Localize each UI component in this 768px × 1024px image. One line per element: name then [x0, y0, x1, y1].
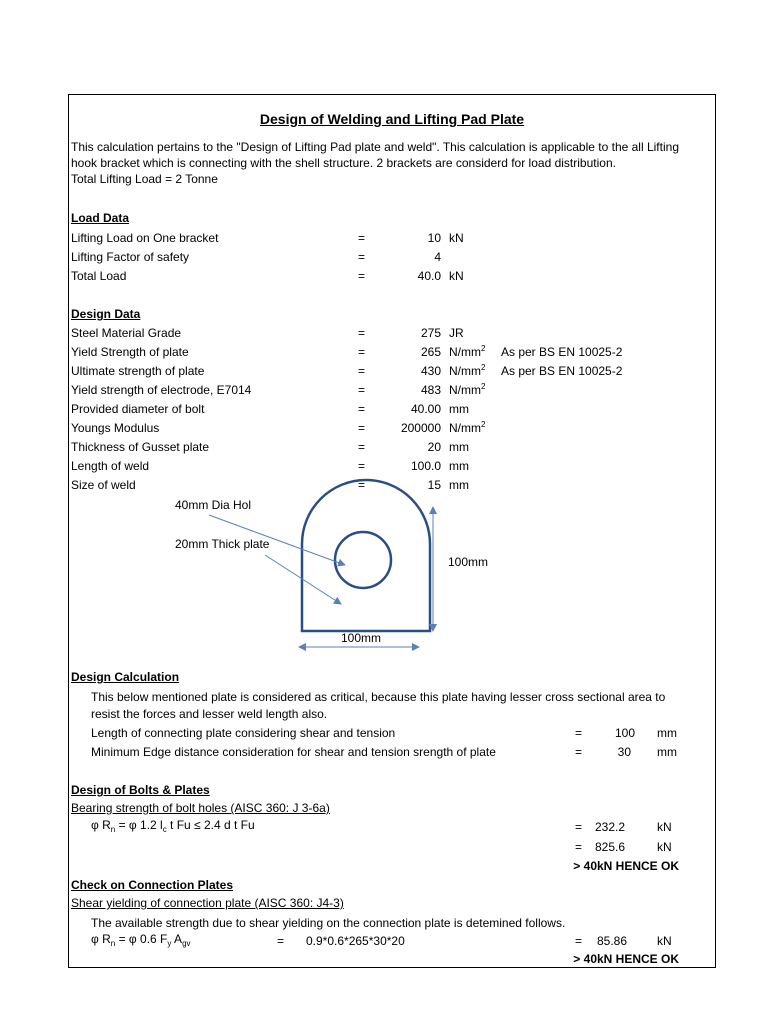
equals-sign: = — [358, 383, 366, 397]
equals-sign: = — [358, 440, 366, 454]
bearing-value-2: 825.6 — [594, 840, 625, 854]
bearing-unit-2: kN — [657, 840, 672, 854]
design-row-value: 200000 — [400, 421, 441, 435]
shear-yielding-unit: kN — [657, 934, 672, 948]
design-row-unit: $N/mm^2$ — [449, 363, 486, 378]
design-row-label: Youngs Modulus — [71, 421, 160, 435]
equals-sign: = — [358, 459, 366, 473]
design-row-value: 483 — [420, 383, 441, 397]
bolts-heading: Design of Bolts & Plates — [71, 783, 210, 797]
design-row-unit: $N/mm^2$ — [449, 382, 486, 397]
design-row-label: Thickness of Gusset plate — [71, 440, 210, 454]
design-row-label: Yield strength of electrode, E7014 — [71, 383, 252, 397]
design-row-label: Provided diameter of bolt — [71, 402, 205, 416]
equals-sign: = — [575, 726, 583, 740]
design-row-label: Size of weld — [71, 478, 136, 492]
design-row-unit: $N/mm^2$ — [449, 420, 486, 435]
equals-sign: = — [277, 934, 285, 948]
design-row-note: As per BS EN 10025-2 — [501, 345, 623, 359]
design-row-value: 265 — [420, 345, 441, 359]
design-row-value: 100.0 — [410, 459, 441, 473]
equals-sign: = — [575, 820, 583, 834]
bolt-hole — [335, 532, 391, 588]
bearing-strength-formula: φ $R_n = \varphi$ 1.2 $l_c$ t Fu ≤ 2.4 d t Fu — [91, 818, 255, 834]
design-row-unit: mm — [449, 478, 469, 492]
design-row-label: Steel Material Grade — [71, 326, 182, 340]
intro-line-3: Total Lifting Load = 2 Tonne — [71, 172, 218, 186]
design-row-value: 40.00 — [410, 402, 441, 416]
connection-heading: Check on Connection Plates — [71, 878, 234, 892]
design-row-label: Ultimate strength of plate — [71, 364, 205, 378]
equals-sign: = — [358, 269, 366, 283]
height-dimension-label: 100mm — [448, 555, 489, 569]
equals-sign: = — [358, 250, 366, 264]
design-calc-heading: Design Calculation — [71, 670, 180, 684]
lifting-pad-diagram — [69, 95, 715, 967]
design-row-unit: JR — [449, 326, 464, 340]
design-row-value: 15 — [427, 478, 441, 492]
bearing-strength-subheading: Bearing strength of bolt holes (AISC 360: J 3-6a) — [71, 801, 330, 815]
calc-row-unit: mm — [657, 745, 677, 759]
equals-sign: = — [358, 345, 366, 359]
shear-yielding-result: > 40kN HENCE OK — [573, 952, 679, 966]
plate-outline — [302, 480, 430, 631]
design-data-heading: Design Data — [71, 307, 141, 321]
calc-row-label: Length of connecting plate considering shear and tension — [91, 726, 396, 740]
design-calc-paragraph-2: resist the forces and lesser weld length also. — [91, 707, 328, 721]
design-row-unit: $N/mm^2$ — [449, 344, 486, 359]
design-row-unit: mm — [449, 402, 469, 416]
intro-line-2: hook bracket which is connecting with the shell structure. 2 brackets are considerd for load distribution. — [71, 156, 616, 170]
load-data-heading: Load Data — [71, 211, 130, 225]
calc-row-label: Minimum Edge distance consideration for shear and tension srength of plate — [91, 745, 496, 759]
load-row-unit: kN — [449, 231, 464, 245]
equals-sign: = — [575, 840, 583, 854]
shear-yielding-calc: 0.9*0.6*265*30*20 — [306, 934, 405, 948]
load-row-label: Lifting Factor of safety — [71, 250, 190, 264]
shear-yielding-text: The available strength due to shear yielding on the connection plate is detemined follows. — [91, 916, 566, 930]
bearing-unit-1: kN — [657, 820, 672, 834]
calculation-sheet — [68, 94, 716, 968]
equals-sign: = — [358, 402, 366, 416]
design-row-label: Length of weld — [71, 459, 150, 473]
bearing-value-1: 232.2 — [594, 820, 625, 834]
design-row-note: As per BS EN 10025-2 — [501, 364, 623, 378]
shear-yielding-subheading: Shear yielding of connection plate (AISC 360: J4-3) — [71, 896, 344, 910]
load-row-value: 40.0 — [417, 269, 441, 283]
plate-thickness-label: 20mm Thick plate — [175, 537, 270, 551]
calc-row-unit: mm — [657, 726, 677, 740]
page-title: Design of Welding and Lifting Pad Plate — [259, 111, 525, 127]
equals-sign: = — [358, 326, 366, 340]
design-row-value: 275 — [420, 326, 441, 340]
load-row-value: 10 — [427, 231, 441, 245]
design-row-unit: mm — [449, 459, 469, 473]
equals-sign: = — [358, 478, 366, 492]
shear-yielding-value: 85.86 — [596, 934, 627, 948]
load-row-unit: kN — [449, 269, 464, 283]
design-row-value: 20 — [427, 440, 441, 454]
bearing-result: > 40kN HENCE OK — [573, 859, 679, 873]
load-row-label: Lifting Load on One bracket — [71, 231, 219, 245]
calc-row-value: 100 — [614, 726, 635, 740]
equals-sign: = — [358, 364, 366, 378]
width-dimension-label: 100mm — [341, 631, 382, 645]
intro-line-1: This calculation pertains to the "Design of Lifting Pad plate and weld". This calculation is applicable to the all Lifting — [71, 140, 679, 154]
calc-row-value: 30 — [617, 745, 631, 759]
equals-sign: = — [575, 745, 583, 759]
load-row-label: Total Load — [71, 269, 127, 283]
shear-yielding-formula: φ $R_n = \varphi$ 0.6 $F_y$ $A_{gv}$ — [91, 932, 191, 948]
design-calc-paragraph-1: This below mentioned plate is considered as critical, because this plate having lesser cross sectional area to — [91, 690, 666, 704]
design-row-value: 430 — [420, 364, 441, 378]
hole-label: 40mm Dia Hol — [175, 498, 252, 512]
load-row-value: 4 — [434, 250, 441, 264]
design-row-label: Yield Strength of plate — [71, 345, 189, 359]
equals-sign: = — [358, 231, 366, 245]
equals-sign: = — [358, 421, 366, 435]
equals-sign: = — [575, 934, 583, 948]
design-row-unit: mm — [449, 440, 469, 454]
